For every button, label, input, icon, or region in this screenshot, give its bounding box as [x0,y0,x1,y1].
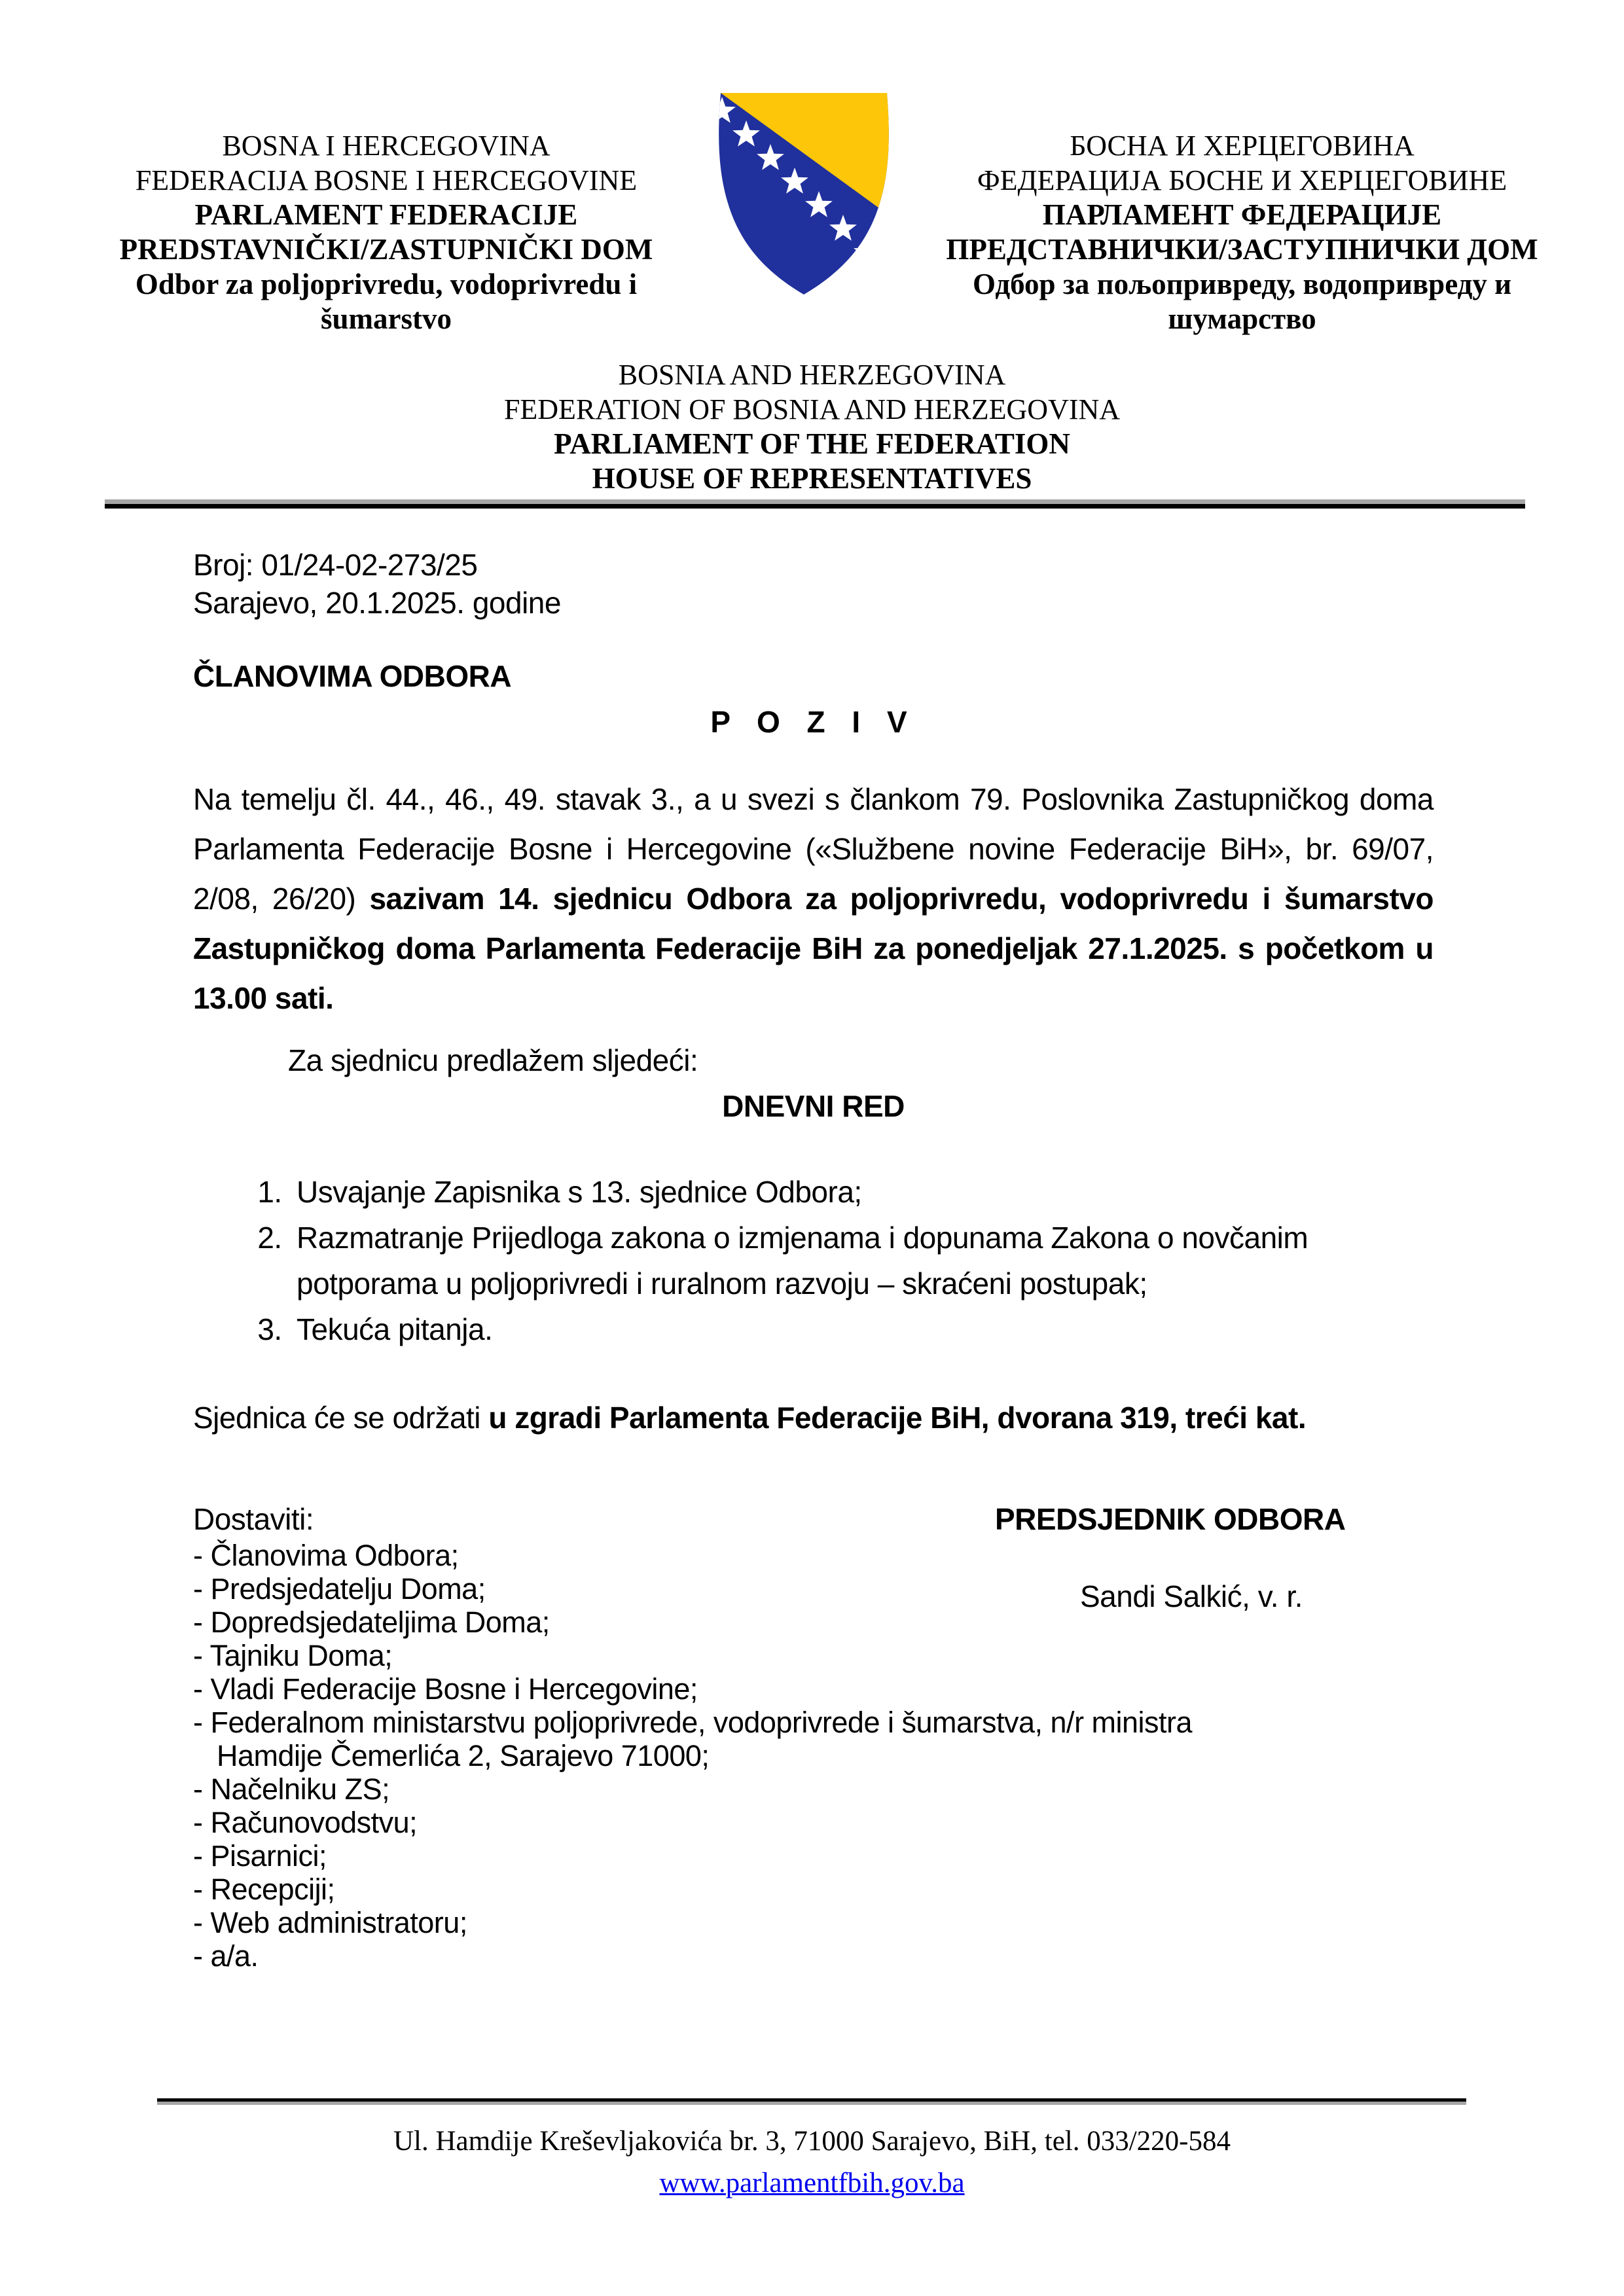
proposal-line: Za sjednicu predlažem sljedeći: [288,1043,698,1077]
letterhead-cyrillic-block [943,128,1542,336]
date-line: Sarajevo, 20.1.2025. godine [193,586,561,620]
distribution-line: - Pisarnici; [193,1839,327,1873]
distribution-line: - Računovodstvu; [193,1806,418,1839]
agenda-item: 2. Razmatranje Prijedloga zakona o izmjenama i dopunama Zakona o novčanim potporama u poljoprivredi i ruralnom razvoju – skraćeni postupak; [290,1215,1434,1306]
letterhead-line: PARLAMENT FEDERACIJE [194,198,578,231]
location-bold-text: u zgradi Parlamenta Federacije BiH, dvorana 319, treći kat. [488,1401,1307,1435]
distribution-label: Dostaviti: [193,1502,314,1536]
letterhead-line: ПАРЛАМЕНТ ФЕДЕРАЦИЈЕ [1042,198,1442,231]
location-regular-text: Sjednica će se održati [193,1401,489,1435]
letterhead-line: PARLIAMENT OF THE FEDERATION [554,427,1070,460]
letterhead-line: šumarstvo [321,302,452,335]
reference-number-line: Broj: 01/24-02-273/25 [193,548,478,582]
website-link[interactable]: www.parlamentfbih.gov.ba [659,2168,965,2198]
footer-address: Ul. Hamdije Kreševljakovića br. 3, 71000 Sarajevo, BiH, tel. 033/220-584 [393,2126,1231,2157]
letter-body [193,546,1434,1973]
agenda-heading: DNEVNI RED [722,1089,905,1123]
letterhead-line: Одбор за пољопривреду, водопривреду и [972,268,1512,300]
letterhead-line: HOUSE OF REPRESENTATIVES [592,462,1032,495]
intro-bold-text: sazivam 14. sjednicu Odbora za poljoprivredu, vodoprivredu i šumarstvo Zastupničkog doma Parlamenta Federacije BiH za ponedjeljak 27.1.2025. s početkom u 13.00 sati. [193,882,1434,1015]
agenda-item: 3. Tekuća pitanja. [290,1306,1434,1352]
letterhead-line: шумарство [1168,302,1316,335]
signature-role: PREDSJEDNIK ODBORA [995,1502,1346,1536]
distribution-line: - Predsjedatelju Doma; [193,1572,486,1605]
footer-divider-rule [157,2098,1466,2105]
intro-regular-text: Na temelju čl. 44., 46., 49. stavak 3., a u svezi s člankom 79. Poslovnika Zastupničkog doma Parlamenta Federacije Bosne i Hercegovine («Službene novine Federacije BiH», br. 69/07, 2/08, 26/20) [193,782,1434,916]
distribution-line: - Recepciji; [193,1873,335,1906]
letterhead-line: FEDERACIJA BOSNE I HERCEGOVINE [135,164,638,196]
agenda-list [193,1169,1434,1352]
bih-coat-of-arms-emblem [715,93,892,297]
letterhead-line: PREDSTAVNIČKI/ZASTUPNIČKI DOM [119,233,653,266]
letterhead-latin-block [92,128,681,336]
letterhead-line: БОСНА И ХЕРЦЕГОВИНА [1070,130,1415,162]
letterhead-line: ПРЕДСТАВНИЧКИ/ЗАСТУПНИЧКИ ДОМ [946,233,1538,266]
letterhead-english-block [0,357,1624,496]
distribution-line: - Članovima Odbora; [193,1539,459,1572]
header-divider-rule [105,499,1525,509]
intro-paragraph [193,774,1434,1023]
distribution-line: - Dopredsjedateljima Doma; [193,1605,550,1639]
distribution-line: - a/a. [193,1939,259,1973]
distribution-line: - Vladi Federacije Bosne i Hercegovine; [193,1672,698,1706]
letterhead-line: FEDERATION OF BOSNIA AND HERZEGOVINA [503,393,1121,425]
distribution-line: - Web administratoru; [193,1906,467,1939]
document-title: P O Z I V [710,705,916,739]
distribution-line: - Federalnom ministarstvu poljoprivrede, vodoprivrede i šumarstva, n/r ministra [193,1706,1193,1739]
agenda-item: 1. Usvajanje Zapisnika s 13. sjednice Odbora; [290,1169,1434,1215]
session-location-line [193,1397,1434,1439]
distribution-line: - Tajniku Doma; [193,1639,393,1672]
letterhead-line: BOSNA I HERCEGOVINA [222,130,550,162]
signature-name: Sandi Salkić, v. r. [1080,1579,1303,1613]
distribution-line: Hamdije Čemerlića 2, Sarajevo 71000; [193,1739,710,1772]
letterhead-line: ФЕДЕРАЦИЈА БОСНЕ И ХЕРЦЕГОВИНЕ [977,164,1507,196]
distribution-line: - Načelniku ZS; [193,1772,390,1806]
addressee-heading: ČLANOVIMA ODBORA [193,659,512,693]
footer-link-row [0,2166,1624,2200]
letterhead-line: BOSNIA AND HERZEGOVINA [618,359,1006,391]
letterhead-line: Odbor za poljoprivredu, vodoprivredu i [135,268,638,300]
